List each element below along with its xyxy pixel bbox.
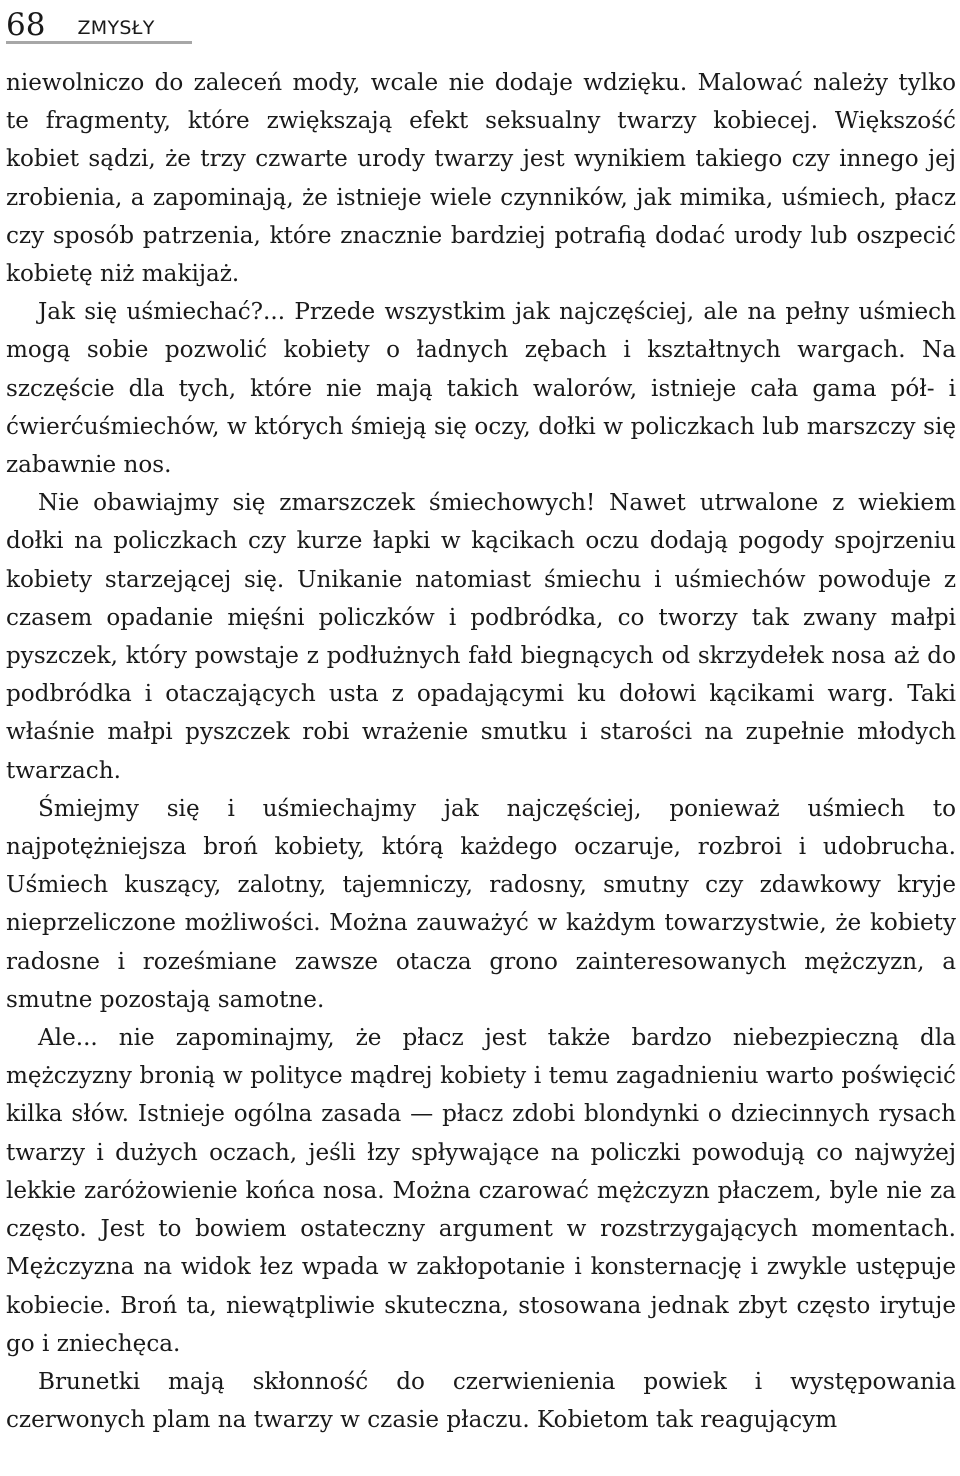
running-head: ZMYSŁY — [77, 17, 155, 39]
paragraph: niewolniczo do zaleceń mody, wcale nie dodaje wdzięku. Malować należy tylko te fragmenty, które zwiększają efekt seksualny twarzy kobiecej. Większość kobiet sądzi, że trzy czwarte urody twarzy jest wynikiem takiego czy innego jej zrobienia, a zapominają, że istnieje wiele czynników, jak mimika, uśmiech, płacz czy sposób patrzenia, które znacznie bardziej potrafią dodać urody lub oszpecić kobietę niż makijaż. — [6, 70, 956, 288]
page-number: 68 — [6, 7, 46, 43]
paragraph: Brunetki mają skłonność do czerwienienia powiek i występowania czerwonych plam na twarzy w czasie płaczu. Kobietom tak reagującym — [6, 1368, 956, 1434]
page-header — [6, 0, 192, 44]
body-text — [6, 64, 956, 1439]
paragraph: Ale... nie zapominajmy, że płacz jest także bardzo niebezpieczną dla mężczyzny bronią w polityce mądrej kobiety i temu zagadnieniu warto poświęcić kilka słów. Istnieje ogólna zasada — płacz zdobi blondynki o dziecinnych rysach twarzy i dużych oczach, jeśli łzy spływające na policzki powodują co najwyżej lekkie zaróżowienie końca nosa. Można czarować mężczyzn płaczem, byle nie za często. Jest to bowiem ostateczny argument w rozstrzygających momentach. Mężczyzna na widok łez wpada w zakłopotanie i konsternację i zwykle ustępuje kobiecie. Broń ta, niewątpliwie skuteczna, stosowana jednak zbyt często irytuje go i zniechęca. — [6, 1025, 956, 1357]
paragraph: Jak się uśmiechać?... Przede wszystkim jak najczęściej, ale na pełny uśmiech mogą sobie pozwolić kobiety o ładnych zębach i kształtnych wargach. Na szczęście dla tych, które nie mają takich walorów, istnieje cała gama pół- i ćwierćuśmiechów, w których śmieją się oczy, dołki w policzkach lub marszczy się zabawnie nos. — [6, 299, 956, 479]
paragraph: Śmiejmy się i uśmiechajmy jak najczęściej, ponieważ uśmiech to najpotężniejsza broń kobiety, którą każdego oczaruje, rozbroi i udobrucha. Uśmiech kuszący, zalotny, tajemniczy, radosny, smutny czy zdawkowy kryje nieprzeliczone możliwości. Można zauważyć w każdym towarzystwie, że kobiety radosne i roześmiane zawsze otacza grono zainteresowanych mężczyzn, a smutne pozostają samotne. — [6, 795, 956, 1013]
paragraph: Nie obawiajmy się zmarszczek śmiechowych! Nawet utrwalone z wiekiem dołki na policzkach czy kurze łapki w kącikach oczu dodają pogody spojrzeniu kobiety starzejącej się. Unikanie natomiast śmiechu i uśmiechów powoduje z czasem opadanie mięśni policzków i podbródka, co tworzy tak zwany małpi pyszczek, który powstaje z podłużnych fałd biegnących od skrzydełek nosa aż do podbródka i otaczających usta z opadającymi ku dołowi kącikami warg. Taki właśnie małpi pyszczek robi wrażenie smutku i starości na zupełnie młodych twarzach. — [6, 490, 956, 784]
